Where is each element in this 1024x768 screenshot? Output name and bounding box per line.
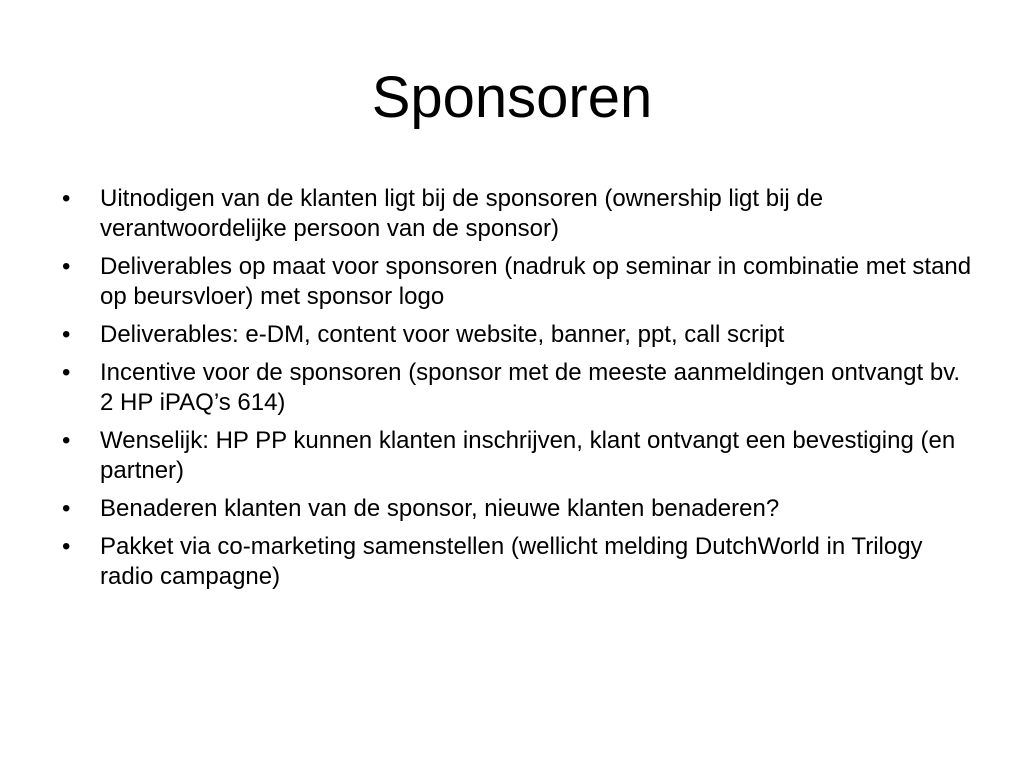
- list-item: [62, 494, 977, 524]
- list-item: [62, 320, 977, 350]
- slide-title: Sponsoren: [371, 65, 653, 130]
- bullet-text: Wenselijk: HP PP kunnen klanten inschrijven, klant ontvangt een bevestiging (en partner): [100, 427, 956, 484]
- bullet-icon: •: [62, 495, 71, 522]
- bullet-text: Deliverables op maat voor sponsoren (nadruk op seminar in combinatie met stand op beursvloer) met sponsor logo: [100, 253, 972, 310]
- bullet-text: Benaderen klanten van de sponsor, nieuwe klanten benaderen?: [100, 495, 780, 522]
- list-item: [62, 358, 977, 418]
- bullet-text: Incentive voor de sponsoren (sponsor met de meeste aanmeldingen ontvangt bv. 2 HP iPAQ’s 614): [100, 359, 961, 416]
- bullet-icon: •: [62, 427, 71, 454]
- list-item: [62, 532, 977, 592]
- bullet-icon: •: [62, 185, 71, 212]
- list-item: [62, 252, 977, 312]
- bullet-icon: •: [62, 321, 71, 348]
- bullet-icon: •: [62, 533, 71, 560]
- bullet-icon: •: [62, 253, 71, 280]
- bullet-text: Deliverables: e-DM, content voor website, banner, ppt, call script: [100, 321, 785, 348]
- list-item: [62, 426, 977, 486]
- bullet-text: Uitnodigen van de klanten ligt bij de sponsoren (ownership ligt bij de verantwoordelijke persoon van de sponsor): [100, 185, 824, 242]
- list-item: [62, 184, 977, 244]
- bullet-icon: •: [62, 359, 71, 386]
- bullet-list: [62, 184, 977, 600]
- bullet-text: Pakket via co-marketing samenstellen (wellicht melding DutchWorld in Trilogy radio campagne): [100, 533, 923, 590]
